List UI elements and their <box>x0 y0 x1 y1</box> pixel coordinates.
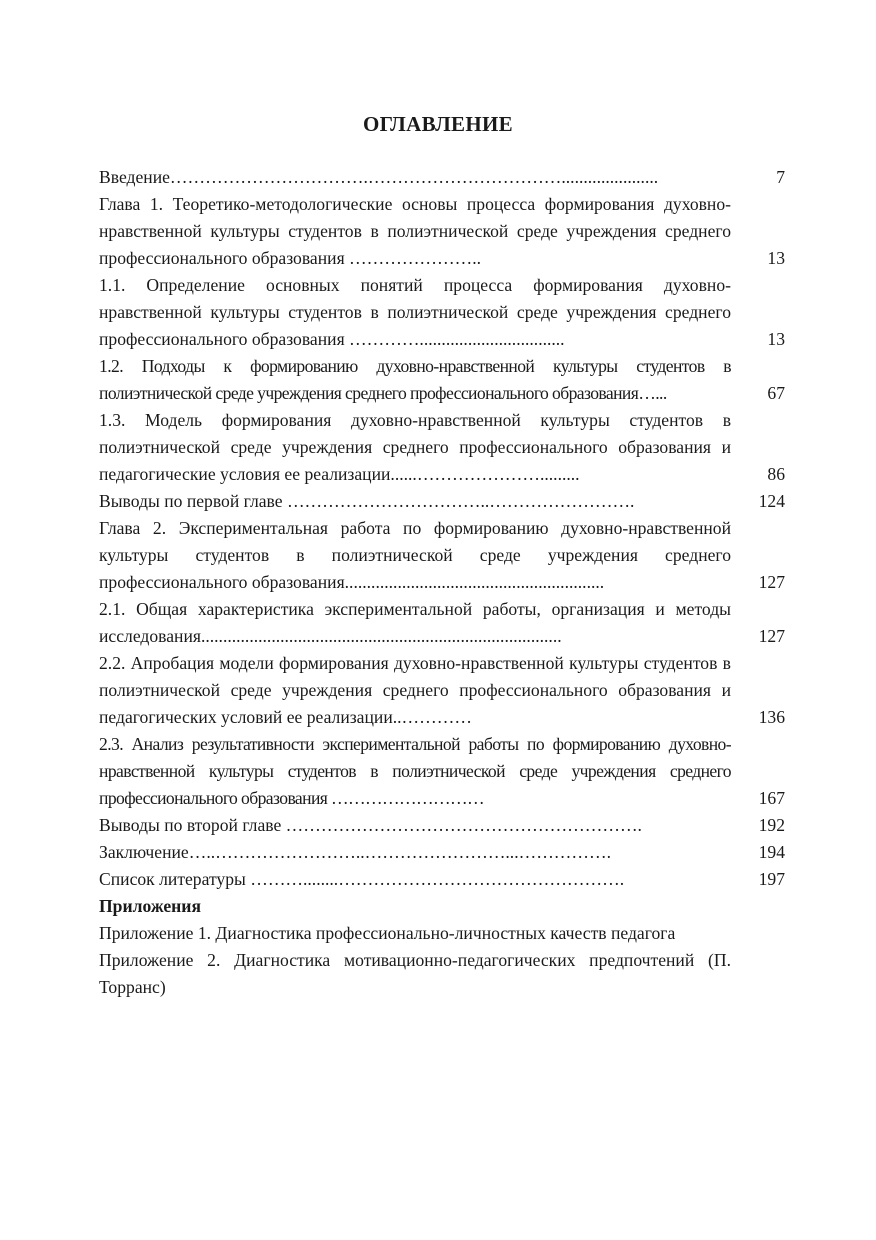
toc-entry-introduction[interactable] <box>99 164 785 191</box>
toc-entry-2-2[interactable] <box>99 650 785 731</box>
toc-entry-1-1[interactable] <box>99 272 785 353</box>
toc-entry-chapter-2[interactable] <box>99 515 785 596</box>
toc-entry-page: 167 <box>758 788 785 808</box>
toc-entry-chapter-1[interactable] <box>99 191 785 272</box>
toc-entry-page: 197 <box>758 869 785 889</box>
toc-entry-text: Список литературы ………........…………………………………………. <box>99 869 625 889</box>
appendix-1[interactable]: Приложение 1. Диагностика профессионально-личностных качеств педагога <box>99 923 676 943</box>
toc-entry-text: Выводы по второй главе ……………………………………………………. <box>99 815 642 835</box>
appendices-heading: Приложения <box>99 896 201 916</box>
toc-entry-conclusion[interactable] <box>99 839 785 866</box>
toc-entry-text: 2.1. Общая характеристика экспериментальной работы, организация и методы исследования.................................................................................. <box>99 599 731 646</box>
toc-entry-text: 2.3. Анализ результативности экспериментальной работы по формированию духовно-нравственной культуры студентов в полиэтнической среде учреждения среднего профессионального образования ……………………… <box>99 734 731 808</box>
toc-entry-page: 192 <box>758 815 785 835</box>
toc-entry-text: Заключение…..……………………..……………………...……………. <box>99 842 611 862</box>
toc-entry-text: Выводы по первой главе ……………………………..……………………. <box>99 491 635 511</box>
toc-entry-page: 194 <box>758 842 785 862</box>
toc-entry-page: 7 <box>776 167 785 187</box>
toc-entry-page: 124 <box>758 491 785 511</box>
toc-entry-page: 13 <box>767 248 785 268</box>
toc-entry-text: 1.1. Определение основных понятий процесса формирования духовно-нравственной культуры студентов в полиэтнической среде учреждения среднего профессионального образования …………................................. <box>99 275 731 349</box>
toc-entry-chapter-1-conclusions[interactable] <box>99 488 785 515</box>
toc-entry-text: 2.2. Апробация модели формирования духовно-нравственной культуры студентов в полиэтнической среде учреждения среднего профессионального образования и педагогических условий ее реализации..………… <box>99 653 731 727</box>
toc-entry-2-3[interactable] <box>99 731 785 812</box>
toc-entry-page: 127 <box>758 626 785 646</box>
toc-entry-references[interactable] <box>99 866 785 893</box>
toc-entry-page: 13 <box>767 329 785 349</box>
toc-entry-1-2[interactable] <box>99 353 785 407</box>
toc-entry-chapter-2-conclusions[interactable] <box>99 812 785 839</box>
toc-entry-page: 127 <box>758 572 785 592</box>
toc-entry-page: 86 <box>767 464 785 484</box>
toc-entry-text: 1.2. Подходы к формированию духовно-нравственной культуры студентов в полиэтнической среде учреждения среднего профессионального образования…... <box>99 356 731 403</box>
toc-entry-text: Глава 1. Теоретико-методологические основы процесса формирования духовно-нравственной культуры студентов в полиэтнической среде учреждения среднего профессионального образования ………………….. <box>99 194 731 268</box>
toc-entry-page: 67 <box>767 383 785 403</box>
toc-entry-page: 136 <box>758 707 785 727</box>
page-title: ОГЛАВЛЕНИЕ <box>363 112 513 136</box>
appendix-2[interactable]: Приложение 2. Диагностика мотивационно-педагогических предпочтений (П. Торранс) <box>99 950 731 997</box>
table-of-contents <box>99 164 785 1001</box>
toc-entry-1-3[interactable] <box>99 407 785 488</box>
toc-entry-2-1[interactable] <box>99 596 785 650</box>
toc-entry-text: Глава 2. Экспериментальная работа по формированию духовно-нравственной культуры студентов в полиэтнической среде учреждения среднего профессионального образования........................................................... <box>99 518 731 592</box>
toc-entry-text: Введение…………………………….……………………………...................... <box>99 167 659 187</box>
toc-entry-text: 1.3. Модель формирования духовно-нравственной культуры студентов в полиэтнической среде учреждения среднего профессионального образования и педагогические условия ее реализации......…………………......... <box>99 410 731 484</box>
